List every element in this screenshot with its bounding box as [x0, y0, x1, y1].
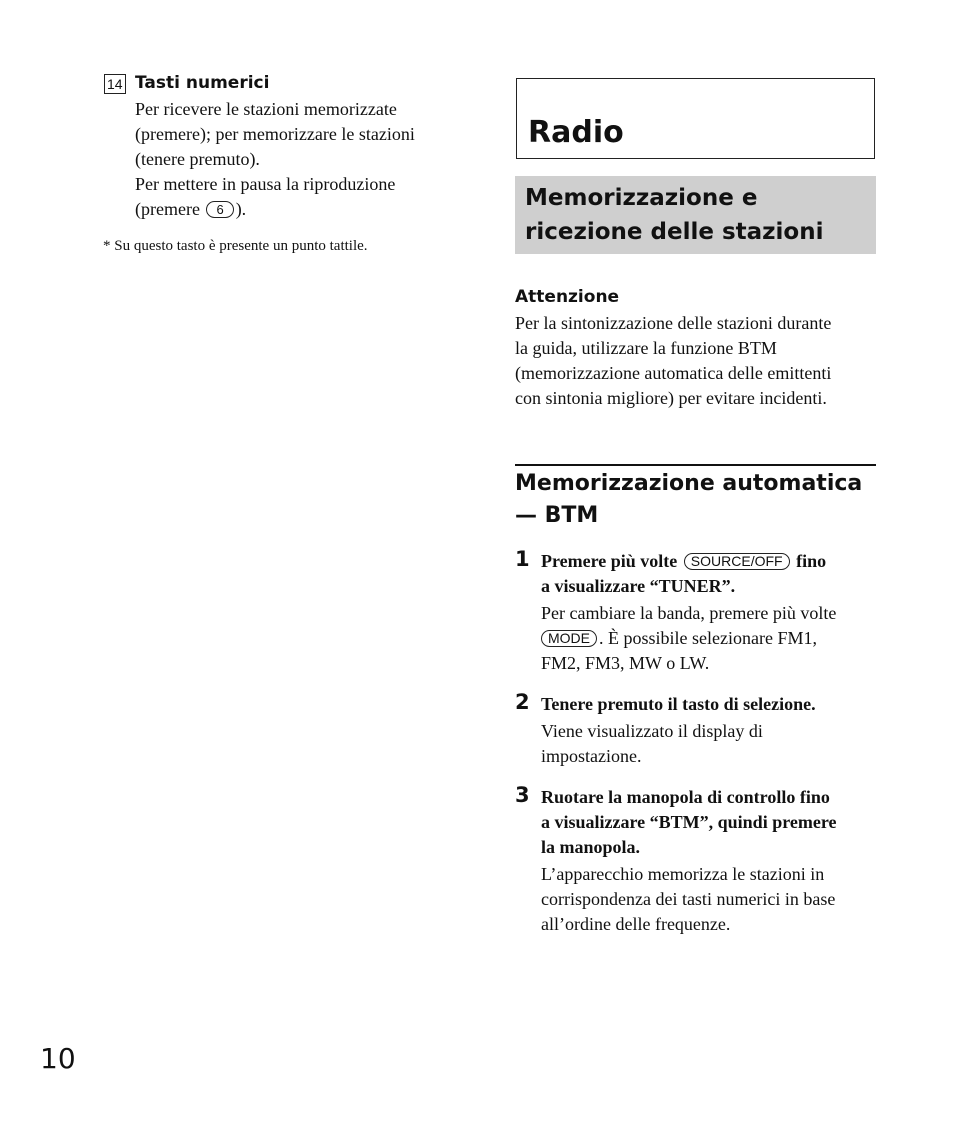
item-number-badge: 14	[104, 74, 126, 94]
footnote: * Su questo tasto è presente un punto tattile.	[103, 238, 368, 254]
item-heading: Tasti numerici	[135, 73, 270, 93]
warning-line: Per la sintonizzazione delle stazioni durante	[515, 313, 832, 333]
warning-line: (memorizzazione automatica delle emittenti	[515, 363, 832, 383]
warning-line: con sintonia migliore) per evitare incidenti.	[515, 388, 827, 408]
subsection-title-line: ricezione delle stazioni	[525, 219, 824, 245]
pause-prefix: (premere	[135, 199, 205, 219]
desc-line: Per mettere in pausa la riproduzione	[135, 174, 396, 194]
desc-line	[135, 197, 415, 222]
subsection-title-line: Memorizzazione e	[525, 185, 758, 211]
subsection-title-box	[515, 176, 876, 254]
step-instruction: a visualizzare “TUNER”.	[541, 576, 736, 596]
source-off-key-icon: SOURCE/OFF	[684, 553, 790, 570]
step-detail: impostazione.	[541, 746, 642, 766]
step-number: 3	[515, 783, 530, 807]
pause-suffix: ).	[235, 199, 247, 219]
step-detail	[541, 626, 836, 651]
step-instruction: Ruotare la manopola di controllo fino	[541, 787, 830, 807]
desc-line: (premere); per memorizzare le stazioni	[135, 124, 415, 144]
step-instruction: a visualizzare “BTM”, quindi premere	[541, 812, 837, 832]
step-1	[541, 549, 836, 676]
step-detail: L’apparecchio memorizza le stazioni in	[541, 864, 825, 884]
warning-line: la guida, utilizzare la funzione BTM	[515, 338, 777, 358]
step-3	[541, 785, 837, 937]
item-description	[135, 97, 415, 222]
step-instruction	[541, 549, 836, 574]
step-detail: Per cambiare la banda, premere più volte	[541, 603, 837, 623]
mode-key-icon: MODE	[541, 630, 597, 647]
desc-line: (tenere premuto).	[135, 149, 260, 169]
step-number: 2	[515, 690, 530, 714]
btm-heading-line: Memorizzazione automatica	[515, 471, 863, 496]
subsection-title	[525, 181, 823, 249]
step-instruction-text: Premere più volte	[541, 551, 678, 571]
step-detail: corrispondenza dei tasti numerici in base	[541, 889, 836, 909]
step-instruction: Tenere premuto il tasto di selezione.	[541, 694, 816, 714]
desc-line: Per ricevere le stazioni memorizzate	[135, 99, 397, 119]
page-number: 10	[40, 1042, 76, 1075]
section-title: Radio	[528, 115, 624, 150]
step-instruction: la manopola.	[541, 837, 641, 857]
btm-heading	[515, 468, 862, 532]
step-number: 1	[515, 547, 530, 571]
key-6-icon: 6	[206, 201, 233, 218]
step-2	[541, 692, 816, 769]
step-detail: FM2, FM3, MW o LW.	[541, 653, 710, 673]
section-title-box	[516, 78, 875, 159]
step-detail: all’ordine delle frequenze.	[541, 914, 731, 934]
btm-heading-line: — BTM	[515, 503, 599, 528]
btm-divider	[515, 464, 876, 466]
warning-heading: Attenzione	[515, 287, 620, 307]
warning-text	[515, 311, 831, 411]
step-instruction-text: fino	[796, 551, 827, 571]
step-detail: Viene visualizzato il display di	[541, 721, 763, 741]
step-detail-text: . È possibile selezionare FM1,	[599, 628, 817, 648]
